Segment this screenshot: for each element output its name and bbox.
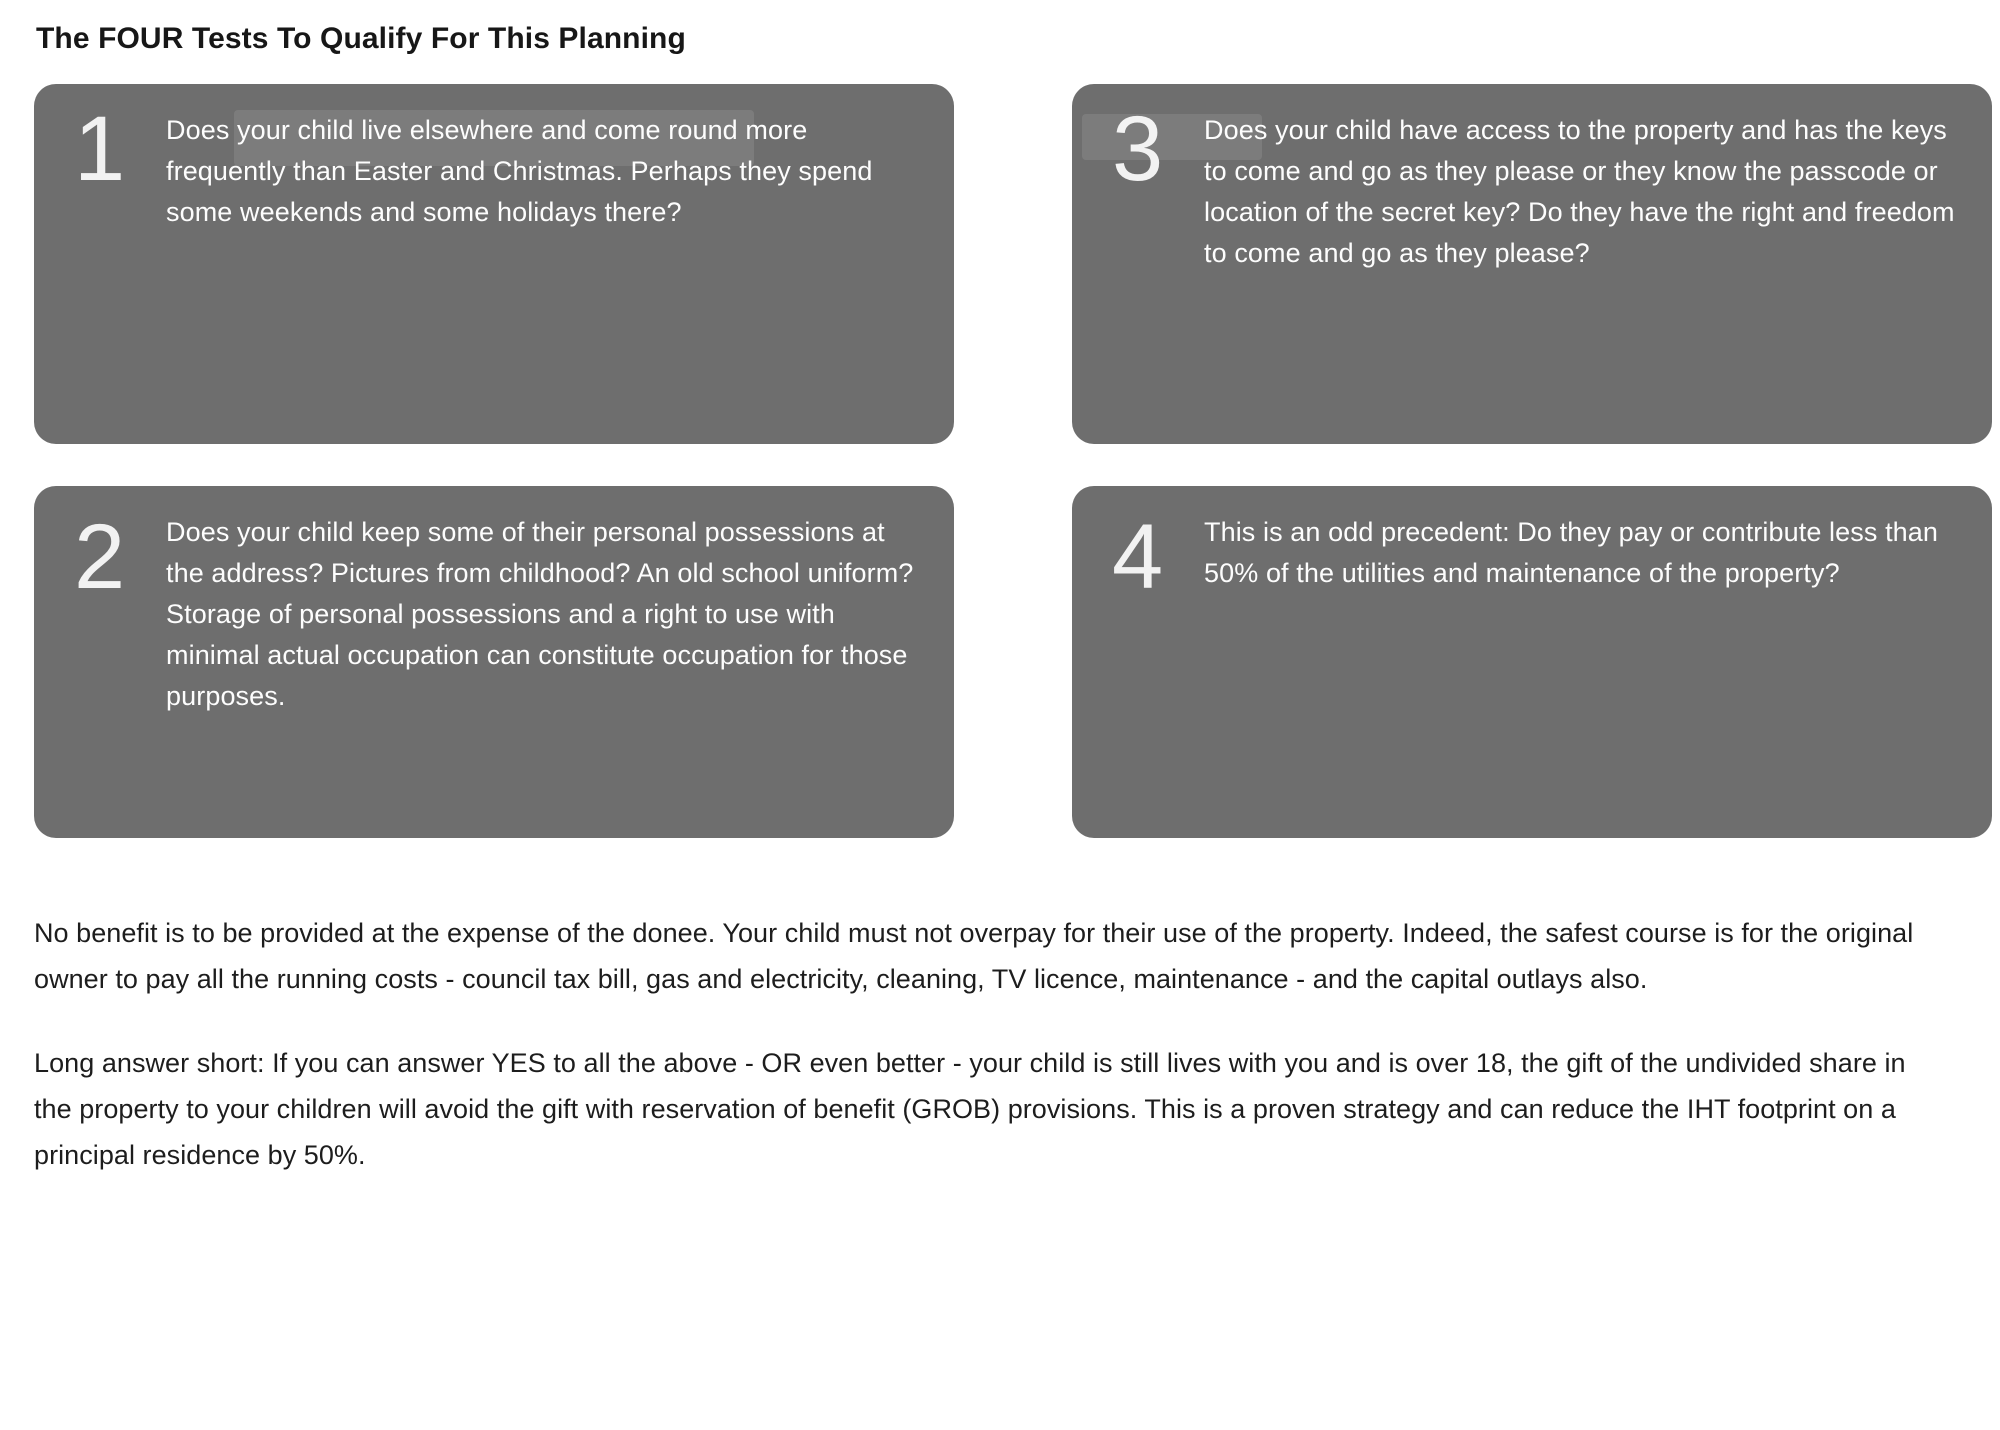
- test-card-1: [34, 84, 954, 444]
- test-card-3: [1072, 84, 1992, 444]
- test-card-number: 2: [74, 506, 126, 608]
- test-card-2: [34, 486, 954, 838]
- body-copy: [34, 910, 1960, 1178]
- test-card-number: 1: [74, 98, 126, 200]
- test-card-text: Does your child have access to the property and has the keys to come and go as they please or they know the passcode or location of the secret key? Do they have the right and freedom to come and go as they please?: [1204, 115, 1955, 268]
- test-card-text: Does your child keep some of their personal possessions at the address? Pictures from childhood? An old school uniform? Storage of personal possessions and a right to use with minimal actual occupation can constitute occupation for those purposes.: [166, 517, 914, 711]
- test-card-text: This is an odd precedent: Do they pay or contribute less than 50% of the utilities and maintenance of the property?: [1204, 517, 1939, 588]
- paragraph-benefit: No benefit is to be provided at the expense of the donee. Your child must not overpay for their use of the property. Indeed, the safest course is for the original owner to pay all the running costs - council tax bill, gas and electricity, cleaning, TV licence, maintenance - and the capital outlays also.: [34, 918, 1914, 994]
- test-card-text: Does your child live elsewhere and come round more frequently than Easter and Christmas. Perhaps they spend some weekends and some holidays there?: [166, 115, 873, 227]
- test-card-number: 4: [1112, 506, 1164, 608]
- tests-grid: [34, 84, 1960, 838]
- paragraph-summary: Long answer short: If you can answer YES to all the above - OR even better - your child is still lives with you and is over 18, the gift of the undivided share in the property to your children will avoid the gift with reservation of benefit (GROB) provisions. This is a proven strategy and can reduce the IHT footprint on a principal residence by 50%.: [34, 1048, 1906, 1170]
- test-card-4: [1072, 486, 1992, 838]
- page-title: The FOUR Tests To Qualify For This Planning: [36, 22, 686, 55]
- test-card-number: 3: [1112, 98, 1164, 200]
